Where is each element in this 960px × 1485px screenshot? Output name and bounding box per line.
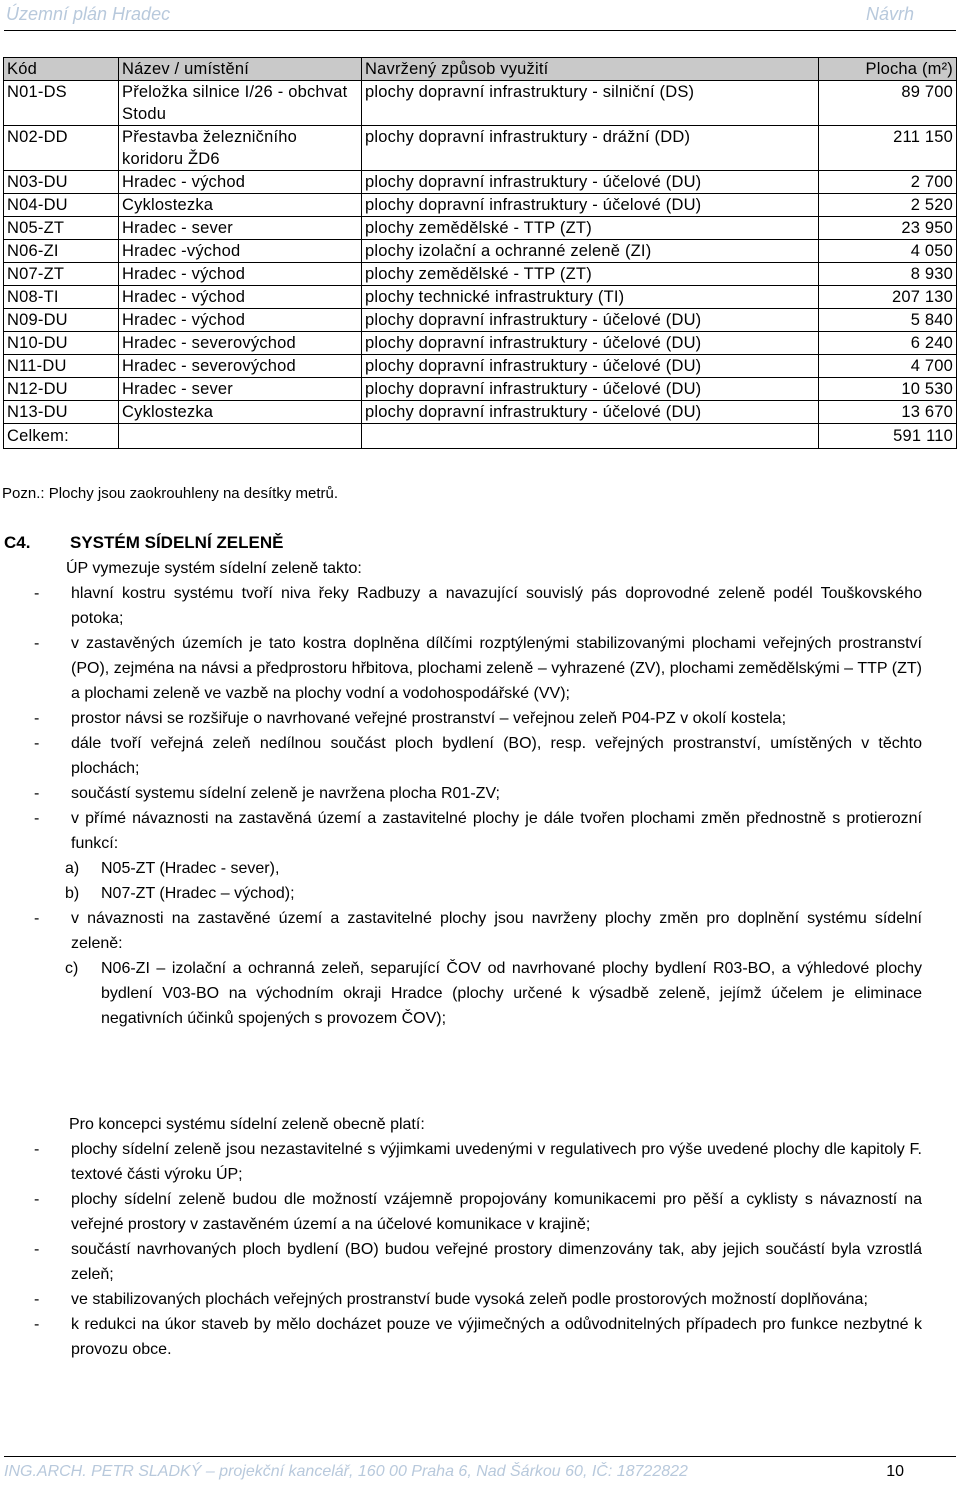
- row-code: N09-DU: [4, 309, 119, 332]
- row-code: N07-ZT: [4, 263, 119, 286]
- sub-item-label: b): [65, 885, 80, 902]
- list-item-text: součástí navrhovaných ploch bydlení (BO) budou veřejné prostory dimenzovány tak, aby jejich součástí byla vzrostlá zeleň;: [71, 1241, 922, 1283]
- list-item-text: v zastavěných územích je tato kostra doplněna dílčími rozptýlenými stabilizovanými plochami veřejných prostranství (PO), zejména na návsi a předprostoru hřbitova, plochami zeleně – vyhrazené (ZV), plochami zemědělskými – TTP (ZT) a plochami zeleně ve vazbě na plochy vodní a vodohospodářské (VV);: [71, 635, 922, 702]
- row-name: Hradec - východ: [119, 286, 362, 309]
- total-value: 591 110: [819, 424, 957, 449]
- row-code: N08-TI: [4, 286, 119, 309]
- header-cell-name: Název / umístění: [119, 58, 362, 81]
- row-area: 89 700: [819, 81, 957, 126]
- table-row: [4, 263, 957, 286]
- row-name: Hradec - východ: [119, 263, 362, 286]
- list-item-text: plochy sídelní zeleně jsou nezastavitelné s výjimkami uvedenými v regulativech pro výše uvedené plochy dle kapitoly F. textové části výroku ÚP;: [71, 1141, 922, 1183]
- sub-item-label: c): [65, 960, 79, 977]
- section-c4: [0, 533, 960, 555]
- table-row: [4, 194, 957, 217]
- row-name: Cyklostezka: [119, 401, 362, 424]
- total-label: Celkem:: [4, 424, 119, 449]
- row-name: Hradec - východ: [119, 171, 362, 194]
- table-total-row: [4, 424, 957, 449]
- row-name: Přestavba železničního koridoru ŽD6: [119, 126, 362, 171]
- row-name: Přeložka silnice I/26 - obchvat Stodu: [119, 81, 362, 126]
- list-item-text: k redukci na úkor staveb by mělo docházet pouze ve výjimečných a odůvodnitelných případech pro funkce nezbytné k provozu obce.: [71, 1316, 922, 1358]
- row-usage: plochy dopravní infrastruktury - účelové (DU): [362, 171, 819, 194]
- list-item-text: v návaznosti na zastavěné území a zastavitelné plochy jsou navrženy plochy změn pro doplnění systému sídelní zeleně:: [71, 910, 922, 952]
- row-usage: plochy technické infrastruktury (TI): [362, 286, 819, 309]
- sub-item: [0, 856, 960, 881]
- areas-table: [3, 57, 957, 449]
- header-cell-area: Plocha (m²): [819, 58, 957, 81]
- table-row: [4, 355, 957, 378]
- row-usage: plochy dopravní infrastruktury - účelové (DU): [362, 332, 819, 355]
- row-code: N11-DU: [4, 355, 119, 378]
- row-code: N13-DU: [4, 401, 119, 424]
- row-code: N06-ZI: [4, 240, 119, 263]
- list-item: - v přímé návaznosti na zastavěná území a zastavitelné plochy je dále tvořen plochami změn přednostně s protierozní funkcí:: [34, 810, 922, 852]
- row-area: 2 700: [819, 171, 957, 194]
- footer-text: ING.ARCH. PETR SLADKÝ – projekční kancelář, 160 00 Praha 6, Nad Šárkou 60, IČ: 18722822: [4, 1463, 688, 1480]
- row-area: 4 700: [819, 355, 957, 378]
- list-item: - plochy sídelní zeleně jsou nezastavitelné s výjimkami uvedenými v regulativech pro výše uvedené plochy dle kapitoly F. textové části výroku ÚP;: [34, 1141, 922, 1183]
- table-row: [4, 126, 957, 171]
- sub-item-text: N07-ZT (Hradec – východ);: [101, 885, 295, 902]
- row-usage: plochy dopravní infrastruktury - účelové (DU): [362, 194, 819, 217]
- row-name: Hradec - východ: [119, 309, 362, 332]
- row-area: 4 050: [819, 240, 957, 263]
- row-area: 2 520: [819, 194, 957, 217]
- concept-list: [0, 1137, 960, 1362]
- row-usage: plochy izolační a ochranné zeleně (ZI): [362, 240, 819, 263]
- table-row: [4, 286, 957, 309]
- row-code: N03-DU: [4, 171, 119, 194]
- row-usage: plochy dopravní infrastruktury - účelové (DU): [362, 309, 819, 332]
- row-area: 211 150: [819, 126, 957, 171]
- header-cell-code: Kód: [4, 58, 119, 81]
- table-body: [4, 81, 957, 424]
- list-item: - v návaznosti na zastavěné území a zastavitelné plochy jsou navrženy plochy změn pro doplnění systému sídelní zeleně:: [34, 910, 922, 952]
- table-row: [4, 217, 957, 240]
- list-item: - ve stabilizovaných plochách veřejných prostranství bude vysoká zeleň podle prostorových možností doplňována;: [34, 1291, 868, 1308]
- concept-intro: Pro koncepci systému sídelní zeleně obecně platí:: [69, 1116, 425, 1133]
- list-item-text: hlavní kostru systému tvoří niva řeky Radbuzy a navazující souvislý pás doprovodné zeleně podél Touškovského potoka;: [71, 585, 922, 627]
- list-item: - součástí navrhovaných ploch bydlení (BO) budou veřejné prostory dimenzovány tak, aby jejich součástí byla vzrostlá zeleň;: [34, 1241, 922, 1283]
- row-usage: plochy dopravní infrastruktury - účelové (DU): [362, 401, 819, 424]
- row-usage: plochy zemědělské - TTP (ZT): [362, 263, 819, 286]
- list-item-text: plochy sídelní zeleně budou dle možností vzájemně propojovány komunikacemi pro pěší a cyklisty s návazností na veřejné prostory v zastavěném území a na účelové komunikace v krajině;: [71, 1191, 922, 1233]
- header-divider: [4, 30, 956, 31]
- table-row: [4, 171, 957, 194]
- list-item: - prostor návsi se rozšiřuje o navrhované veřejné prostranství – veřejnou zeleň P04-PZ v okolí kostela;: [34, 710, 787, 727]
- total-empty-cell: [119, 424, 362, 449]
- header-cell-usage: Navržený způsob využití: [362, 58, 819, 81]
- list-item-text: dále tvoří veřejná zeleň nedílnou součást ploch bydlení (BO), resp. veřejných prostranství, umístěných v těchto plochách;: [71, 735, 922, 777]
- section-heading: [0, 533, 960, 555]
- table-row: [4, 332, 957, 355]
- list-item: - dále tvoří veřejná zeleň nedílnou součást ploch bydlení (BO), resp. veřejných prostranství, umístěných v těchto plochách;: [34, 735, 922, 777]
- row-area: 6 240: [819, 332, 957, 355]
- row-usage: plochy dopravní infrastruktury - účelové (DU): [362, 378, 819, 401]
- row-usage: plochy zemědělské - TTP (ZT): [362, 217, 819, 240]
- row-area: 10 530: [819, 378, 957, 401]
- section-number: C4.: [4, 533, 31, 552]
- row-area: 5 840: [819, 309, 957, 332]
- list-item: - plochy sídelní zeleně budou dle možností vzájemně propojovány komunikacemi pro pěší a cyklisty s návazností na veřejné prostory v zastavěném území a na účelové komunikace v krajině;: [34, 1191, 922, 1233]
- list-item: - v zastavěných územích je tato kostra doplněna dílčími rozptýlenými stabilizovanými plochami veřejných prostranství (PO), zejména na návsi a předprostoru hřbitova, plochami zeleně – vyhrazené (ZV), plochami zemědělskými – TTP (ZT) a plochami zeleně ve vazbě na plochy vodní a vodohospodářské (VV);: [34, 635, 922, 702]
- row-code: N10-DU: [4, 332, 119, 355]
- row-usage: plochy dopravní infrastruktury - drážní (DD): [362, 126, 819, 171]
- list-item-text: v přímé návaznosti na zastavěná území a zastavitelné plochy je dále tvořen plochami změn přednostně s protierozní funkcí:: [71, 810, 922, 852]
- row-code: N05-ZT: [4, 217, 119, 240]
- sub-item-text: N05-ZT (Hradec - sever),: [101, 860, 280, 877]
- section-intro: ÚP vymezuje systém sídelní zeleně takto:: [66, 560, 362, 577]
- row-area: 8 930: [819, 263, 957, 286]
- sub-item-text: N06-ZI – izolační a ochranná zeleň, separující ČOV od navrhované plochy bydlení R03-BO, a výhledové plochy bydlení V03-BO na východním okraji Hradce (plochy určené k výsadbě zeleně, jejímž účelem je eliminace negativních účinků spojených s provozem ČOV);: [101, 960, 922, 1027]
- row-code: N04-DU: [4, 194, 119, 217]
- section-list: [0, 581, 960, 856]
- row-name: Cyklostezka: [119, 194, 362, 217]
- row-code: N01-DS: [4, 81, 119, 126]
- header-title: Územní plán Hradec: [6, 4, 171, 24]
- row-name: Hradec - severovýchod: [119, 332, 362, 355]
- list-item-text: ve stabilizovaných plochách veřejných prostranství bude vysoká zeleň podle prostorových možností doplňována;: [71, 1291, 868, 1308]
- row-name: Hradec - sever: [119, 378, 362, 401]
- page-number: 10: [886, 1463, 904, 1480]
- row-usage: plochy dopravní infrastruktury - účelové (DU): [362, 355, 819, 378]
- row-area: 23 950: [819, 217, 957, 240]
- list-item: - součástí systemu sídelní zeleně je navržena plocha R01-ZV;: [34, 785, 500, 802]
- concept-body: [0, 1112, 960, 1362]
- row-name: Hradec - sever: [119, 217, 362, 240]
- table-row: [4, 309, 957, 332]
- table-note: Pozn.: Plochy jsou zaokrouhleny na desítky metrů.: [2, 485, 339, 502]
- page-footer: [4, 1456, 956, 1485]
- list-item-text: prostor návsi se rozšiřuje o navrhované veřejné prostranství – veřejnou zeleň P04-PZ v okolí kostela;: [71, 710, 787, 727]
- section-body: [0, 556, 960, 1031]
- sub-item-label: a): [65, 860, 80, 877]
- list-item: - hlavní kostru systému tvoří niva řeky Radbuzy a navazující souvislý pás doprovodné zeleně podél Touškovského potoka;: [34, 585, 922, 627]
- row-code: N12-DU: [4, 378, 119, 401]
- sub-list-ab: [0, 856, 960, 906]
- page-header: [6, 4, 954, 26]
- sub-item: [0, 881, 960, 906]
- row-area: 207 130: [819, 286, 957, 309]
- table-row: [4, 81, 957, 126]
- row-usage: plochy dopravní infrastruktury - silniční (DS): [362, 81, 819, 126]
- total-empty-cell: [362, 424, 819, 449]
- section-title: SYSTÉM SÍDELNÍ ZELENĚ: [70, 533, 284, 552]
- list-item-text: součástí systemu sídelní zeleně je navržena plocha R01-ZV;: [71, 785, 500, 802]
- row-name: Hradec - severovýchod: [119, 355, 362, 378]
- table-row: [4, 240, 957, 263]
- row-name: Hradec -východ: [119, 240, 362, 263]
- table-header-row: [4, 58, 957, 81]
- sub-item-c: [0, 956, 960, 1031]
- table-row: [4, 401, 957, 424]
- header-status: Návrh: [866, 4, 915, 24]
- row-area: 13 670: [819, 401, 957, 424]
- list-item: - k redukci na úkor staveb by mělo docházet pouze ve výjimečných a odůvodnitelných případech pro funkce nezbytné k provozu obce.: [34, 1316, 922, 1358]
- row-code: N02-DD: [4, 126, 119, 171]
- table-row: [4, 378, 957, 401]
